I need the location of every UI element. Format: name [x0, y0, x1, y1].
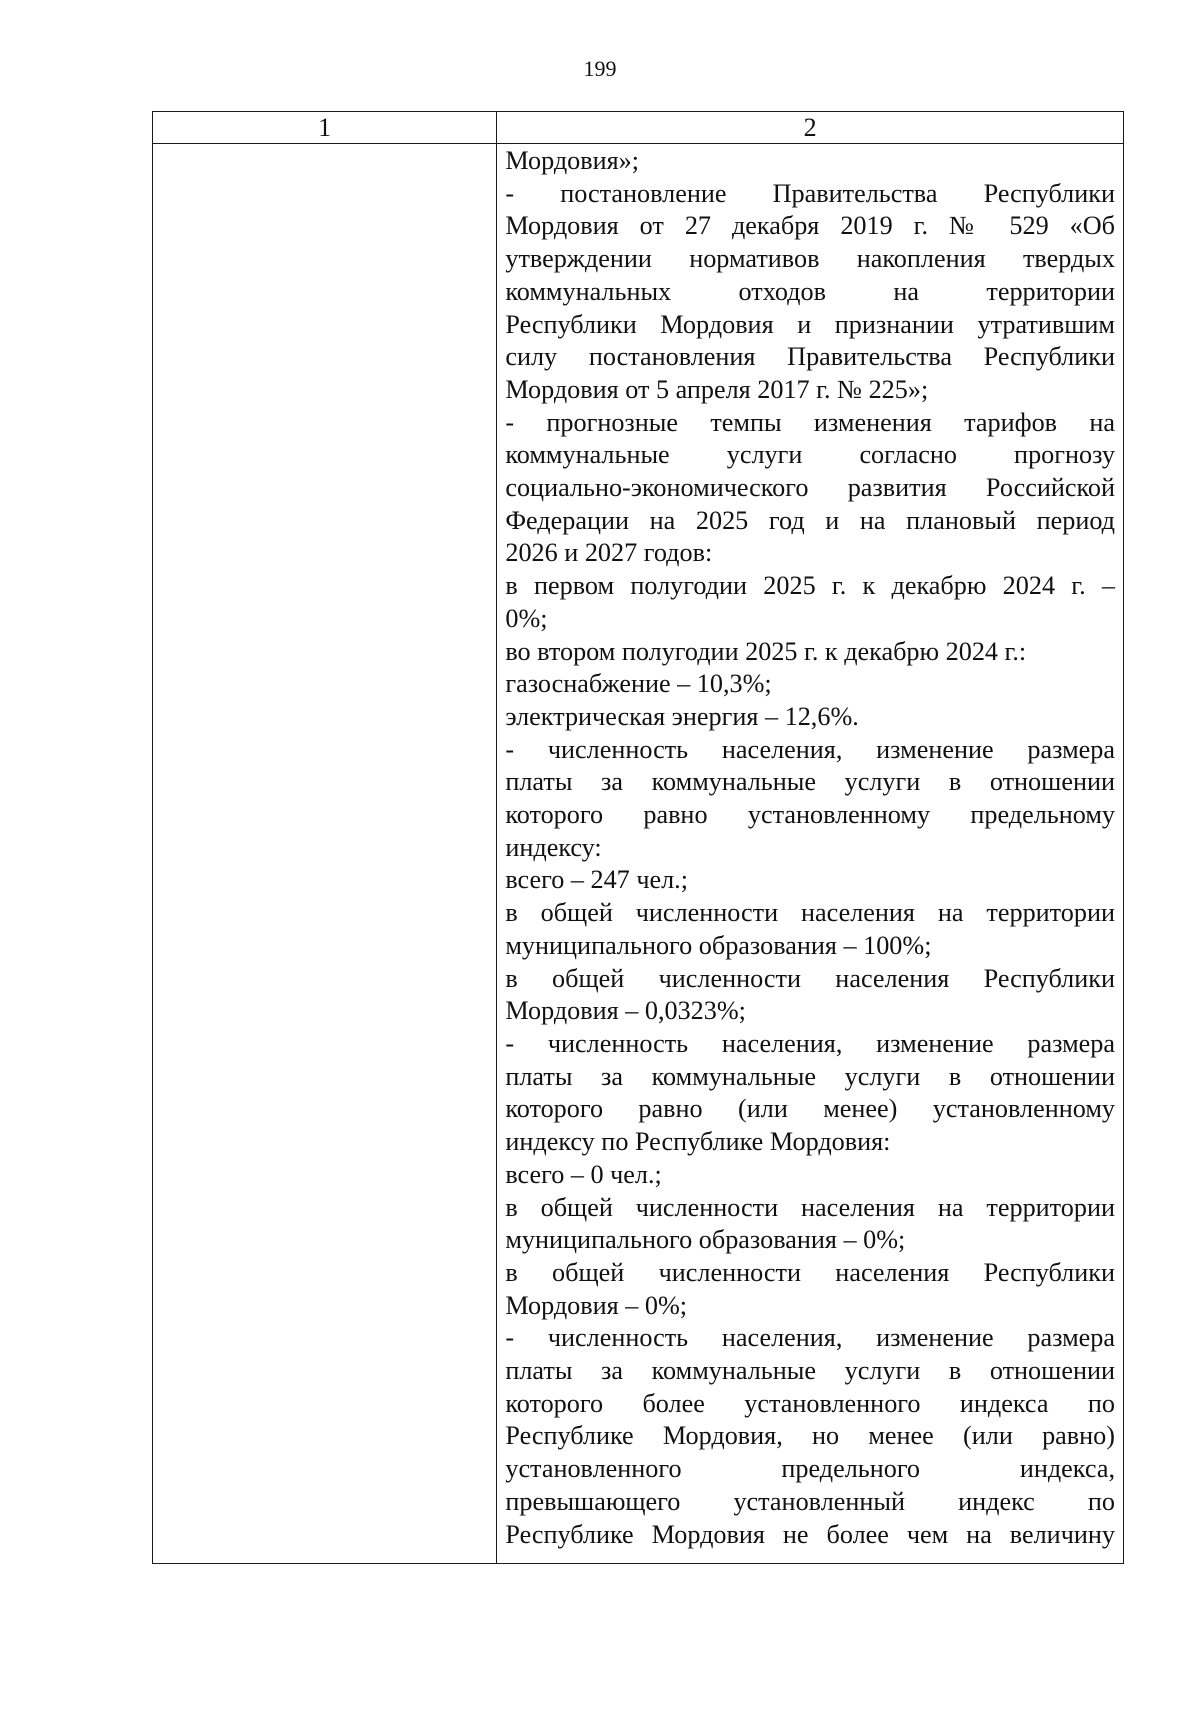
text-line: в первом полугодии 2025 г. к декабрю 2024 г. –: [505, 571, 1115, 601]
column-2-paragraph: [497, 144, 1123, 1551]
text-line: Мордовия от 5 апреля 2017 г. № 225»;: [505, 374, 929, 404]
text-line: - численность населения, изменение размера: [505, 1323, 1115, 1353]
table-cell-column-2: [497, 144, 1124, 1564]
text-line: коммунальные услуги согласно прогнозу: [505, 440, 1115, 470]
document-table: [152, 111, 1124, 1564]
text-line: Федерации на 2025 год и на плановый период: [505, 505, 1115, 535]
text-line: электрическая энергия – 12,6%.: [505, 701, 859, 731]
table-cell-column-1: [153, 144, 497, 1564]
text-line: установленного предельного индекса,: [505, 1454, 1115, 1484]
text-line: всего – 0 чел.;: [505, 1159, 662, 1189]
text-line: - прогнозные темпы изменения тарифов на: [505, 407, 1115, 437]
table-header: [153, 112, 1124, 144]
text-line: 2026 и 2027 годов:: [505, 538, 713, 568]
text-line: индексу по Республике Мордовия:: [505, 1127, 891, 1157]
text-line: социально-экономического развития Российской: [505, 473, 1115, 503]
text-line: в общей численности населения на территории: [505, 1192, 1115, 1222]
text-line: платы за коммунальные услуги в отношении: [505, 1356, 1115, 1386]
table-header-row: [153, 112, 1124, 144]
text-line: во втором полугодии 2025 г. к декабрю 2024 г.:: [505, 636, 1027, 666]
page-number: 199: [583, 56, 617, 81]
column-header-2: 2: [497, 112, 1124, 144]
text-line: - численность населения, изменение размера: [505, 1028, 1115, 1058]
text-line: в общей численности населения на территории: [505, 898, 1115, 928]
text-line: всего – 247 чел.;: [505, 865, 689, 895]
text-line: в общей численности населения Республики: [505, 1257, 1115, 1287]
text-line: газоснабжение – 10,3%;: [505, 669, 772, 699]
text-line: которого равно установленному предельному: [505, 800, 1115, 830]
text-line: муниципального образования – 0%;: [505, 1225, 906, 1255]
text-line: муниципального образования – 100%;: [505, 930, 932, 960]
text-line: Республике Мордовия не более чем на величину: [505, 1519, 1115, 1549]
text-line: которого более установленного индекса по: [505, 1388, 1115, 1418]
text-line: в общей численности населения Республики: [505, 963, 1115, 993]
column-header-1: 1: [153, 112, 497, 144]
text-line: 0%;: [505, 603, 548, 633]
text-line: силу постановления Правительства Республики: [505, 342, 1115, 372]
text-line: индексу:: [505, 832, 602, 862]
text-line: - численность населения, изменение размера: [505, 734, 1115, 764]
text-line: Мордовия – 0,0323%;: [505, 996, 746, 1026]
text-line: которого равно (или менее) установленному: [505, 1094, 1115, 1124]
text-line: коммунальных отходов на территории: [505, 276, 1115, 306]
text-line: Мордовия – 0%;: [505, 1290, 688, 1320]
text-line: Республике Мордовия, но менее (или равно): [505, 1421, 1115, 1451]
text-line: платы за коммунальные услуги в отношении: [505, 767, 1115, 797]
text-line: - постановление Правительства Республики: [505, 178, 1115, 208]
text-line: Мордовия от 27 декабря 2019 г. № 529 «Об: [505, 211, 1115, 241]
text-line: превышающего установленный индекс по: [505, 1486, 1115, 1516]
text-line: утверждении нормативов накопления твердых: [505, 244, 1115, 274]
text-line: платы за коммунальные услуги в отношении: [505, 1061, 1115, 1091]
text-line: Мордовия»;: [505, 146, 640, 175]
table-row: [153, 144, 1124, 1564]
text-line: Республики Мордовия и признании утратившим: [505, 309, 1115, 339]
